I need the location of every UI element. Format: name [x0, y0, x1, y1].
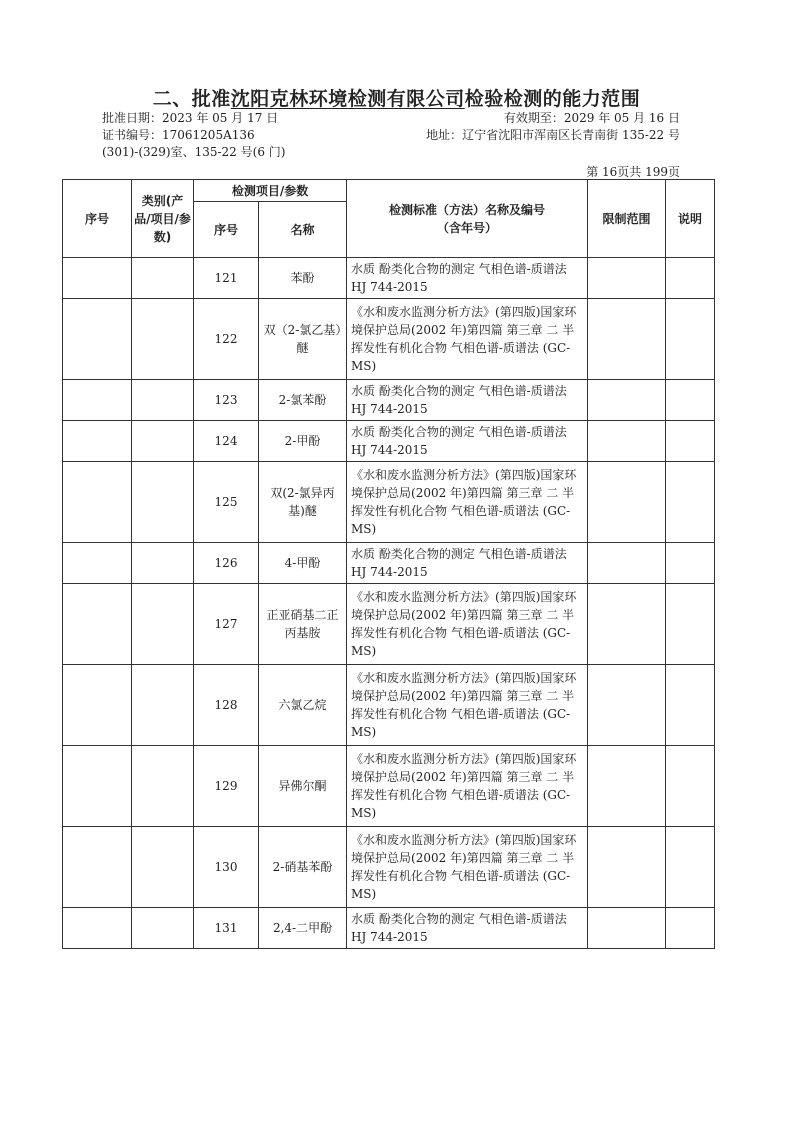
item-name: 六氯乙烷 [259, 665, 347, 746]
item-seq: 126 [194, 543, 259, 584]
item-standard: 水质 酚类化合物的测定 气相色谱-质谱法 HJ 744-2015 [347, 421, 588, 462]
item-seq: 123 [194, 380, 259, 421]
item-standard: 水质 酚类化合物的测定 气相色谱-质谱法 HJ 744-2015 [347, 543, 588, 584]
valid-until: 有效期至：2029 年 05 月 16 日 [503, 111, 680, 125]
item-standard: 《水和废水监测分析方法》(第四版)国家环境保护总局(2002 年)第四篇 第三章 二 半挥发性有机化合物 气相色谱-质谱法 (GC-MS) [347, 299, 588, 380]
item-seq: 122 [194, 299, 259, 380]
item-standard: 《水和废水监测分析方法》(第四版)国家环境保护总局(2002 年)第四篇 第三章 二 半挥发性有机化合物 气相色谱-质谱法 (GC-MS) [347, 746, 588, 827]
item-standard: 水质 酚类化合物的测定 气相色谱-质谱法 HJ 744-2015 [347, 380, 588, 421]
item-seq: 130 [194, 827, 259, 908]
item-name: 4-甲酚 [259, 543, 347, 584]
address: 地址：辽宁省沈阳市浑南区长青南街 135-22 号 [426, 128, 680, 142]
page-title [0, 84, 793, 111]
item-name: 2,4-二甲酚 [259, 908, 347, 949]
item-seq: 121 [194, 258, 259, 299]
item-standard: 《水和废水监测分析方法》(第四版)国家环境保护总局(2002 年)第四篇 第三章 二 半挥发性有机化合物 气相色谱-质谱法 (GC-MS) [347, 462, 588, 543]
item-seq: 131 [194, 908, 259, 949]
item-standard: 水质 酚类化合物的测定 气相色谱-质谱法 HJ 744-2015 [347, 258, 588, 299]
item-seq: 124 [194, 421, 259, 462]
item-name: 2-氯苯酚 [259, 380, 347, 421]
title-suffix: 检验检测的能力范围 [464, 88, 641, 110]
item-seq: 127 [194, 584, 259, 665]
item-standard: 《水和废水监测分析方法》(第四版)国家环境保护总局(2002 年)第四篇 第三章 二 半挥发性有机化合物 气相色谱-质谱法 (GC-MS) [347, 665, 588, 746]
header-limit: 限制范围 [588, 180, 666, 258]
item-seq: 129 [194, 746, 259, 827]
header-standard: 检测标准（方法）名称及编号（含年号） [347, 180, 588, 258]
table-row [63, 584, 715, 665]
item-name: 双（2-氯乙基）醚 [259, 299, 347, 380]
item-name: 正亚硝基二正丙基胺 [259, 584, 347, 665]
item-seq: 125 [194, 462, 259, 543]
capability-table [62, 179, 715, 949]
header-seq: 序号 [63, 180, 132, 258]
item-standard: 水质 酚类化合物的测定 气相色谱-质谱法 HJ 744-2015 [347, 908, 588, 949]
header-note: 说明 [666, 180, 715, 258]
table-row [63, 908, 715, 949]
item-standard: 《水和废水监测分析方法》(第四版)国家环境保护总局(2002 年)第四篇 第三章 二 半挥发性有机化合物 气相色谱-质谱法 (GC-MS) [347, 584, 588, 665]
table-row [63, 258, 715, 299]
table-row [63, 665, 715, 746]
item-name: 2-硝基苯酚 [259, 827, 347, 908]
page-number: 第 16页共 199页 [586, 165, 680, 179]
certificate-number: 证书编号：17061205A136 [102, 128, 255, 142]
header-category: 类别(产品/项目/参数) [132, 180, 194, 258]
item-seq: 128 [194, 665, 259, 746]
table-row [63, 299, 715, 380]
title-prefix: 二、批准 [152, 88, 231, 110]
table-row [63, 462, 715, 543]
header-item-name: 名称 [259, 202, 347, 258]
approval-date: 批准日期：2023 年 05 月 17 日 [102, 111, 279, 125]
header-item-seq: 序号 [194, 202, 259, 258]
item-name: 苯酚 [259, 258, 347, 299]
lab-name: 沈阳克林环境检测有限公司 [230, 88, 465, 110]
table-row [63, 421, 715, 462]
table-row [63, 827, 715, 908]
address-continued: (301)-(329)室、135-22 号(6 门) [102, 145, 286, 159]
table-row [63, 380, 715, 421]
item-name: 2-甲酚 [259, 421, 347, 462]
item-name: 异佛尔酮 [259, 746, 347, 827]
item-standard: 《水和废水监测分析方法》(第四版)国家环境保护总局(2002 年)第四篇 第三章 二 半挥发性有机化合物 气相色谱-质谱法 (GC-MS) [347, 827, 588, 908]
header-item-group: 检测项目/参数 [194, 180, 347, 202]
item-name: 双(2-氯异丙基)醚 [259, 462, 347, 543]
table-row [63, 543, 715, 584]
table-row [63, 746, 715, 827]
